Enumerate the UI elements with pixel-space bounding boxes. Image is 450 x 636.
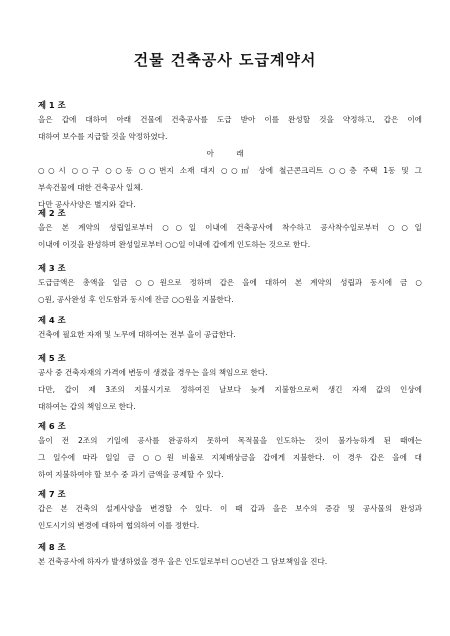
article-4 xyxy=(38,314,422,343)
article-heading: 제 4 조 xyxy=(38,315,66,325)
article-5 xyxy=(38,352,422,415)
article-heading: 제 1 조 xyxy=(38,100,66,110)
article-1 xyxy=(38,99,422,213)
article-text-line: 공사 중 건축자재의 가격에 변동이 생겼을 경우는 을의 책임으로 한다. xyxy=(38,368,268,377)
article-text-line: ○원, 공사완성 후 인도함과 동시에 잔금 ○○원을 지불한다. xyxy=(38,295,234,304)
article-2 xyxy=(38,207,422,253)
document-title: 건물 건축공사 도급계약서 xyxy=(133,51,317,69)
article-heading: 제 6 조 xyxy=(38,421,66,431)
article-8 xyxy=(38,541,422,570)
article-heading: 제 5 조 xyxy=(38,353,66,363)
article-text-line: 이내에 이것을 완성하며 완성일로부터 ○○일 이내에 갑에게 인도하는 것으로 한다. xyxy=(38,240,311,249)
article-text-line: 그 일수에 따라 일일 금 ○○원 비율로 지체배상금을 갑에게 지불한다. 이 경우 갑은 을에 대 xyxy=(38,453,422,462)
article-text-line: 을이 전 2조의 기일에 공사를 완공하지 못하여 목적물을 인도하는 것이 불가능하게 된 때에는 xyxy=(38,436,422,445)
article-heading: 제 2 조 xyxy=(38,208,66,218)
article-text-line: 갑은 본 건축의 설계사양을 변경할 수 있다. 이 때 갑과 을은 보수의 증감 및 공사물의 완성과 xyxy=(38,504,422,513)
article-text-line: 건축에 필요한 자재 및 노무에 대하여는 전부 을이 공급한다. xyxy=(38,330,236,339)
article-heading: 제 3 조 xyxy=(38,263,66,273)
article-text-line: 다만, 갑이 제 3조의 지불시기로 정하여진 날보다 늦게 지불함으로써 생긴 자재 값의 인상에 xyxy=(38,385,422,394)
article-text-line: 하여 지불하여야 할 보수 중 과기 금액을 공제할 수 있다. xyxy=(38,470,224,479)
article-text-line: ○○시 ○○구 ○○동 ○○번지 소재 대지 ○○㎡ 상에 철근콘크리트 ○○층 주택 1동 및 그 xyxy=(38,166,422,175)
article-6 xyxy=(38,420,422,483)
article-heading: 제 7 조 xyxy=(38,489,66,499)
article-text-line: 을은 본 계약의 성립일로부터 ○○일 이내에 건축공사에 착수하고 공사착수일로부터 ○○일 xyxy=(38,223,422,232)
article-text-line: 대하여 보수를 지급할 것을 약정하였다. xyxy=(38,132,168,141)
article-text-line: 본 건축공사에 하자가 발생하였을 경우 을은 인도일로부터 ○○년간 그 담보책임을 진다. xyxy=(38,557,328,566)
article-3 xyxy=(38,262,422,308)
article-text-line: 대하여는 갑의 책임으로 한다. xyxy=(38,402,136,411)
article-text-line: 다만 공사사양은 별지와 같다. xyxy=(38,200,136,209)
article-text-line: 을은 갑에 대하여 아래 건물에 건축공사를 도급 받아 이를 완성할 것을 약정하고, 갑은 이에 xyxy=(38,115,422,124)
article-text-line: 도급금액은 총액을 일금 ○○원으로 정하며 갑은 을에 대하여 본 계약의 성립과 동시에 금 ○ xyxy=(38,278,422,287)
article-7 xyxy=(38,488,422,534)
article-subheading: 아 래 xyxy=(206,149,254,158)
article-text-line: 부속건물에 대한 건축공사 일체. xyxy=(38,183,144,192)
article-text-line: 인도시기의 변경에 대하여 협의하여 이를 정한다. xyxy=(38,521,200,530)
article-heading: 제 8 조 xyxy=(38,542,66,552)
